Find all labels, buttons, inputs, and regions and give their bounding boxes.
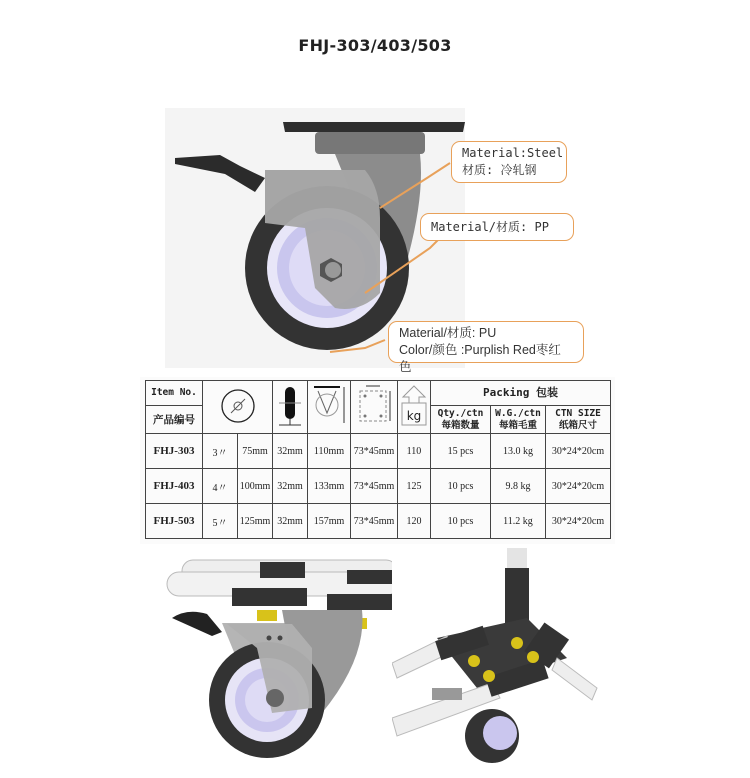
- wheel-diameter-icon: [203, 381, 273, 434]
- wheel-width-icon: [273, 381, 308, 434]
- cell-height: 133mm: [308, 469, 351, 504]
- cell-diameter: 125mm: [238, 504, 273, 539]
- callout-text: Material/材质: PU: [399, 326, 497, 340]
- callout-text: 材质: 冷轧钢: [462, 163, 537, 177]
- cell-plate: 73*45mm: [351, 469, 398, 504]
- header-cn: 每箱数量: [441, 419, 480, 431]
- page-title: FHJ-303/403/503: [298, 36, 452, 55]
- cell-weight: 9.8 kg: [491, 469, 546, 504]
- cell-load: 125: [398, 469, 431, 504]
- cell-qty: 10 pcs: [431, 469, 491, 504]
- plate-size-icon: [351, 381, 398, 434]
- cell-load: 120: [398, 504, 431, 539]
- spec-table: [145, 380, 611, 539]
- cell-weight: 11.2 kg: [491, 504, 546, 539]
- cell-ctn: 30*24*20cm: [546, 504, 611, 539]
- cell-load: 110: [398, 434, 431, 469]
- table-row: [146, 469, 611, 504]
- caster-on-frame-illustration: [162, 548, 402, 773]
- header-qty-ctn: [431, 406, 491, 434]
- header-en: Qty./ctn: [437, 407, 484, 419]
- cell-item: FHJ-503: [146, 504, 203, 539]
- header-ctn-size: [546, 406, 611, 434]
- cell-inch: 3〃: [203, 434, 238, 469]
- header-cn: 每箱毛重: [498, 419, 537, 431]
- cell-width: 32mm: [273, 504, 308, 539]
- header-item-no-cn: 产品编号: [146, 406, 203, 434]
- cell-diameter: 100mm: [238, 469, 273, 504]
- cell-height: 157mm: [308, 504, 351, 539]
- callout-text: Color/颜色 :Purplish Red枣红色: [399, 343, 561, 374]
- cell-plate: 73*45mm: [351, 434, 398, 469]
- callout-text: Material:Steel: [462, 146, 564, 160]
- cell-plate: 73*45mm: [351, 504, 398, 539]
- cell-inch: 4〃: [203, 469, 238, 504]
- header-en: CTN SIZE: [555, 407, 601, 419]
- cell-width: 32mm: [273, 469, 308, 504]
- callout-rim-material: [420, 213, 574, 241]
- frame-corner-illustration: [392, 548, 602, 773]
- header-item-no: Item No.: [146, 381, 203, 406]
- header-cn: 纸箱尺寸: [558, 419, 597, 431]
- callout-tread-material: [388, 321, 584, 374]
- height-icon: [308, 381, 351, 434]
- cell-item: FHJ-303: [146, 434, 203, 469]
- cell-inch: 5〃: [203, 504, 238, 539]
- table-row: [146, 434, 611, 469]
- cell-ctn: 30*24*20cm: [546, 469, 611, 504]
- cell-diameter: 75mm: [238, 434, 273, 469]
- header-en: W.G./ctn: [495, 407, 541, 419]
- header-packing: Packing 包装: [431, 381, 611, 406]
- cell-qty: 15 pcs: [431, 434, 491, 469]
- cell-qty: 10 pcs: [431, 504, 491, 539]
- cell-weight: 13.0 kg: [491, 434, 546, 469]
- cell-item: FHJ-403: [146, 469, 203, 504]
- kg-label: kg: [406, 408, 422, 423]
- cell-width: 32mm: [273, 434, 308, 469]
- callout-text: Material/材质: PP: [431, 220, 549, 234]
- load-capacity-icon: [398, 381, 431, 434]
- table-row: [146, 504, 611, 539]
- cell-ctn: 30*24*20cm: [546, 434, 611, 469]
- header-wg-ctn: [491, 406, 546, 434]
- cell-height: 110mm: [308, 434, 351, 469]
- callout-bracket-material: [451, 141, 567, 183]
